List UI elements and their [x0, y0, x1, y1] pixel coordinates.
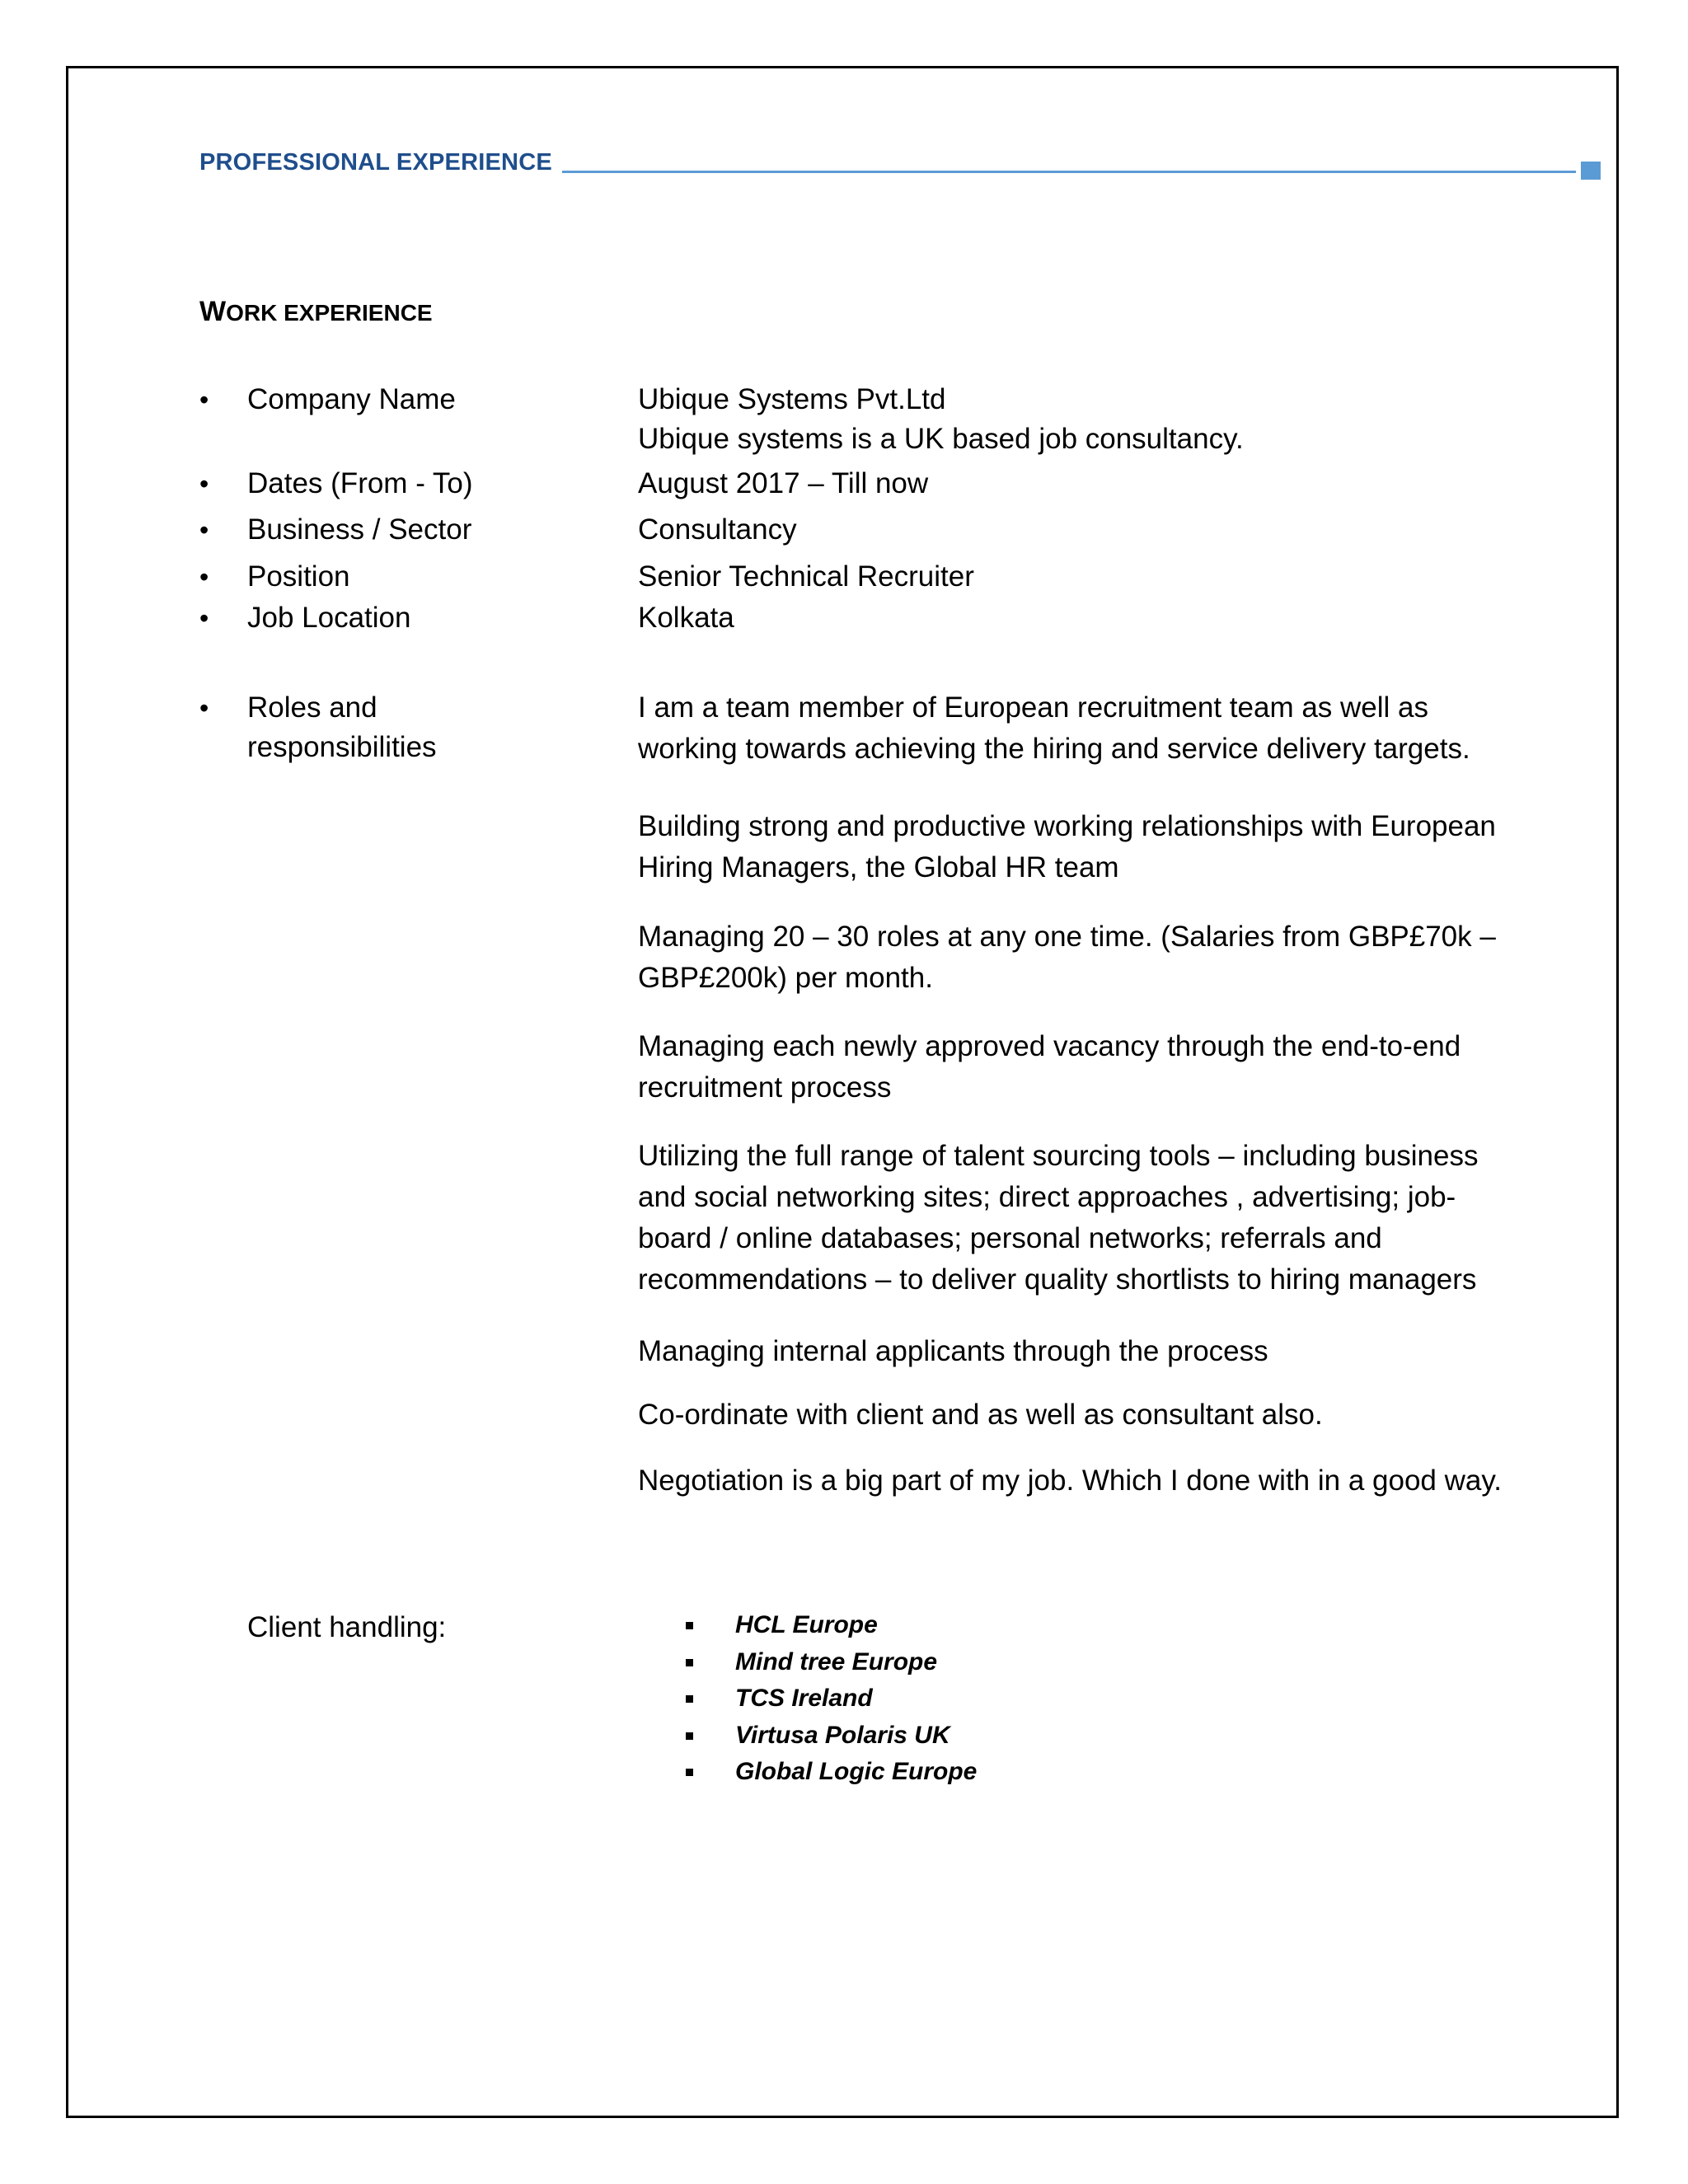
section-divider-line — [562, 171, 1576, 173]
roles-paragraph-6 — [638, 1331, 1578, 1372]
paragraph-line: GBP£200k) per month. — [638, 962, 933, 994]
list-item — [686, 1644, 977, 1681]
roles-label-line1: Roles and — [247, 691, 377, 724]
field-value: Senior Technical Recruiter — [638, 560, 974, 593]
roles-paragraph-3 — [638, 916, 1578, 999]
client-name: Mind tree Europe — [735, 1647, 938, 1675]
square-bullet-icon — [686, 1769, 693, 1776]
bullet-icon: • — [199, 385, 209, 415]
client-name: TCS Ireland — [735, 1685, 873, 1712]
paragraph-line: Managing 20 – 30 roles at any one time. (Salaries from GBP£70k – — [638, 921, 1496, 953]
paragraph-line: I am a team member of European recruitment team as well as — [638, 691, 1429, 724]
field-value: Consultancy — [638, 513, 797, 546]
field-label: Business / Sector — [247, 513, 472, 546]
heading-rest: ORK EXPERIENCE — [226, 300, 433, 326]
client-handling-label: Client handling: — [247, 1611, 447, 1643]
field-value: Ubique Systems Pvt.Ltd — [638, 383, 946, 415]
field-label: Position — [247, 560, 350, 593]
paragraph-line: Managing internal applicants through the process — [638, 1335, 1268, 1367]
square-bullet-icon — [686, 1695, 693, 1703]
section-square-marker — [1581, 162, 1601, 180]
paragraph-line: board / online databases; personal networks; referrals and — [638, 1222, 1382, 1254]
roles-label-line2: responsibilities — [247, 731, 437, 763]
field-value: Ubique systems is a UK based job consultancy. — [638, 423, 1244, 455]
paragraph-line: recommendations – to deliver quality shortlists to hiring managers — [638, 1263, 1477, 1296]
client-name: Virtusa Polaris UK — [735, 1721, 950, 1749]
roles-paragraph-4 — [638, 1026, 1578, 1108]
client-list — [686, 1607, 977, 1791]
bullet-icon: • — [199, 469, 209, 499]
section-header — [199, 148, 1601, 176]
field-label: Job Location — [247, 602, 411, 634]
work-experience-heading — [199, 295, 433, 330]
bullet-icon: • — [199, 603, 209, 633]
roles-paragraph-7 — [638, 1394, 1578, 1436]
square-bullet-icon — [686, 1732, 693, 1740]
roles-paragraph-8 — [638, 1460, 1578, 1502]
list-item — [686, 1718, 977, 1755]
list-item — [686, 1607, 977, 1644]
section-title: PROFESSIONAL EXPERIENCE — [199, 149, 552, 176]
paragraph-line: Negotiation is a big part of my job. Which I done with in a good way. — [638, 1465, 1502, 1497]
paragraph-line: Managing each newly approved vacancy through the end-to-end — [638, 1030, 1461, 1062]
client-name: HCL Europe — [735, 1611, 878, 1638]
paragraph-line: working towards achieving the hiring and service delivery targets. — [638, 733, 1470, 765]
bullet-icon: • — [199, 562, 209, 592]
roles-paragraph-1 — [638, 687, 1578, 770]
field-value: August 2017 – Till now — [638, 467, 929, 499]
heading-initial: W — [199, 296, 227, 327]
field-label: Company Name — [247, 383, 456, 415]
field-value: Kolkata — [638, 602, 734, 634]
bullet-icon: • — [199, 515, 209, 545]
roles-paragraph-2 — [638, 806, 1578, 888]
client-name: Global Logic Europe — [735, 1758, 978, 1785]
bullet-icon: • — [199, 693, 209, 723]
roles-paragraph-5 — [638, 1136, 1578, 1301]
paragraph-line: Utilizing the full range of talent sourcing tools – including business — [638, 1140, 1479, 1172]
list-item — [686, 1754, 977, 1791]
paragraph-line: Hiring Managers, the Global HR team — [638, 851, 1119, 883]
paragraph-line: recruitment process — [638, 1071, 892, 1104]
square-bullet-icon — [686, 1622, 693, 1629]
square-bullet-icon — [686, 1659, 693, 1666]
paragraph-line: Co-ordinate with client and as well as consultant also. — [638, 1399, 1323, 1431]
paragraph-line: Building strong and productive working relationships with European — [638, 810, 1496, 842]
paragraph-line: and social networking sites; direct approaches , advertising; job- — [638, 1181, 1456, 1213]
field-label: Dates (From - To) — [247, 467, 473, 499]
list-item — [686, 1680, 977, 1718]
